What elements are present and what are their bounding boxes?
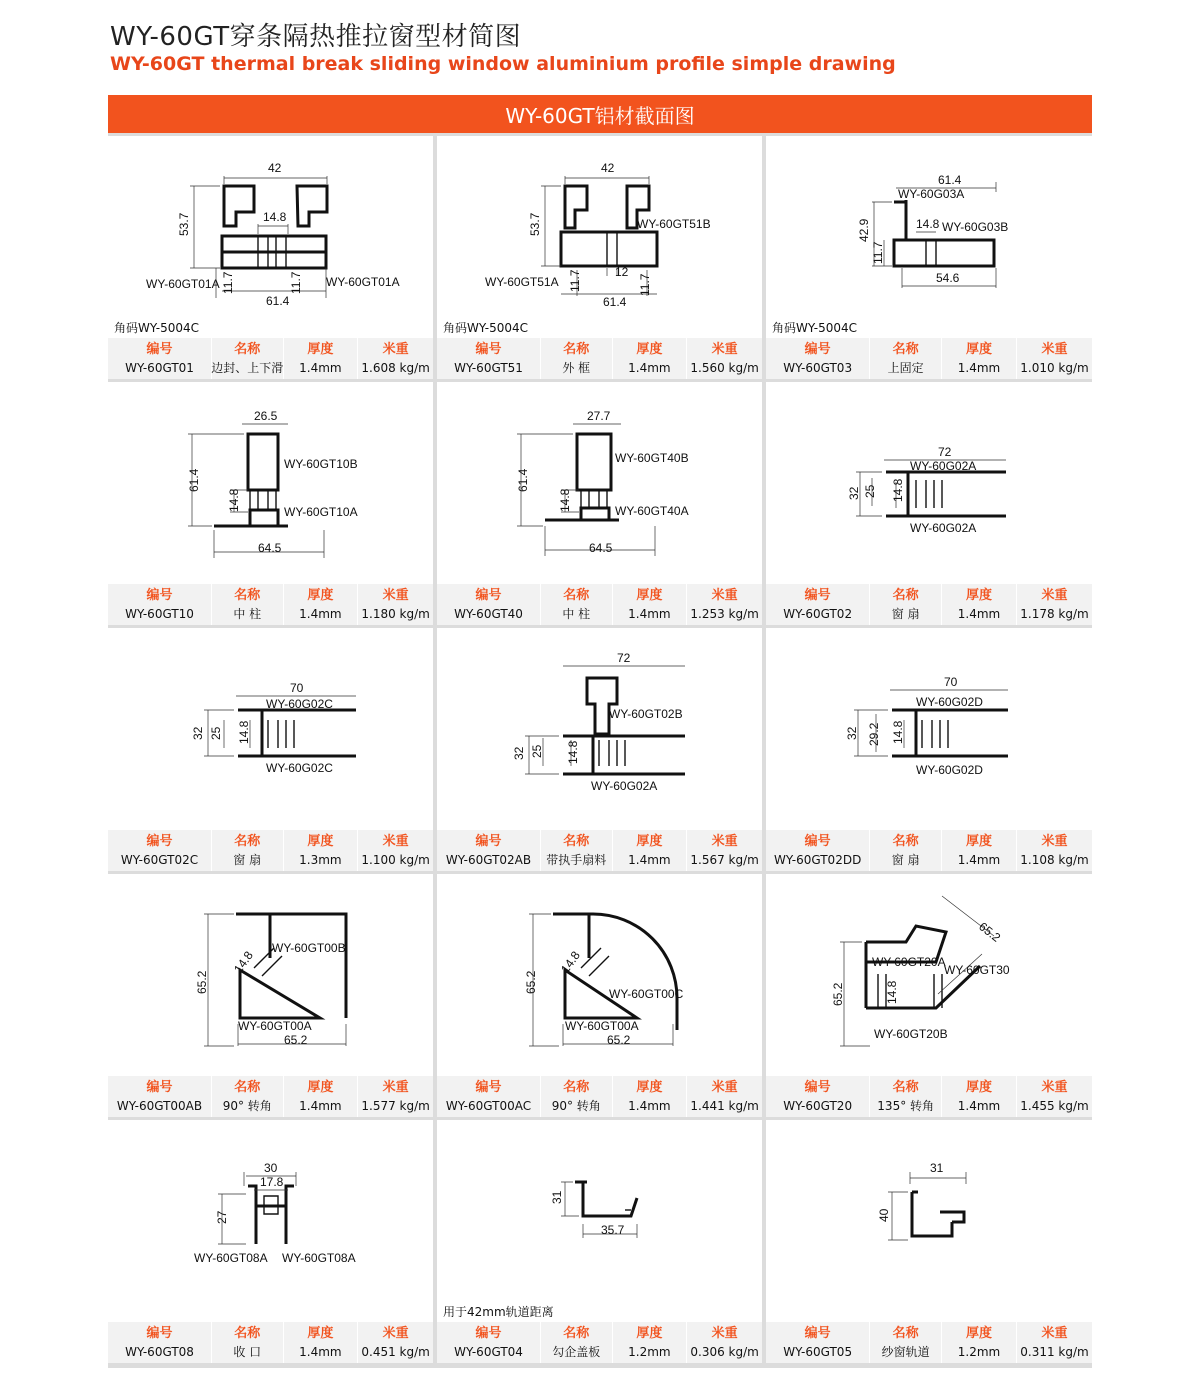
- dim-label: 65.2: [195, 970, 209, 994]
- profile-card: [108, 136, 433, 379]
- spec-thickness: 1.4mm: [628, 1098, 671, 1113]
- spec-name: 勾企盖板: [552, 1344, 601, 1359]
- spec-label-code: 编号: [475, 833, 502, 849]
- page-title: WY-60GT穿条隔热推拉窗型材简图: [110, 22, 522, 52]
- dim-label: 65.2: [524, 970, 538, 994]
- dim-label: 11.7: [871, 241, 885, 264]
- dim-label: 30: [264, 1161, 278, 1175]
- spec-thickness: 1.4mm: [628, 360, 671, 375]
- spec-label-weight: 米重: [382, 587, 409, 603]
- spec-label-thickness: 厚度: [636, 833, 663, 849]
- dim-label: 32: [847, 486, 861, 500]
- spec-label-code: 编号: [146, 1325, 173, 1341]
- cell-note: 用于42mm轨道距离: [443, 1305, 554, 1319]
- spec-label-name: 名称: [234, 341, 261, 357]
- part-label: WY-60GT51B: [637, 217, 711, 231]
- spec-thickness: 1.2mm: [628, 1344, 671, 1359]
- spec-label-weight: 米重: [711, 1325, 738, 1341]
- spec-thickness: 1.4mm: [299, 1098, 342, 1113]
- spec-table: [437, 1076, 762, 1117]
- profile-card: [766, 136, 1092, 379]
- spec-label-code: 编号: [804, 1079, 831, 1095]
- spec-weight: 1.455 kg/m: [1020, 1098, 1089, 1113]
- spec-name: 中 柱: [562, 606, 591, 621]
- spec-code: WY-60GT51: [454, 360, 523, 375]
- spec-name: 90° 转角: [551, 1098, 601, 1113]
- spec-label-thickness: 厚度: [636, 587, 663, 603]
- spec-name: 收 口: [233, 1344, 262, 1359]
- profile-drawing: [108, 382, 433, 582]
- part-label: WY-60GT30: [944, 963, 1010, 977]
- part-label: WY-60GT20A: [872, 955, 946, 969]
- spec-table: [108, 584, 433, 625]
- part-label: WY-60GT08A: [194, 1251, 268, 1265]
- dim-label: 14.8: [237, 720, 251, 744]
- spec-label-weight: 米重: [711, 1079, 738, 1095]
- dim-label: 70: [290, 681, 304, 695]
- spec-label-code: 编号: [804, 587, 831, 603]
- profile-drawing: [766, 1120, 1092, 1320]
- section-banner: WY-60GT铝材截面图: [108, 95, 1092, 133]
- profile-card: [108, 628, 433, 871]
- spec-label-weight: 米重: [382, 341, 409, 357]
- spec-table: [108, 1076, 433, 1117]
- dim-label: 65.2: [831, 982, 845, 1006]
- spec-label-weight: 米重: [1041, 833, 1068, 849]
- dim-label: 32: [845, 726, 859, 740]
- spec-label-thickness: 厚度: [307, 833, 334, 849]
- dim-label: 65.2: [976, 919, 1004, 945]
- part-label: WY-60GT40B: [615, 451, 689, 465]
- spec-label-thickness: 厚度: [307, 341, 334, 357]
- spec-label-thickness: 厚度: [966, 341, 993, 357]
- profile-card: [766, 382, 1092, 625]
- dim-label: 61.4: [516, 468, 530, 492]
- dim-label: 72: [938, 445, 952, 459]
- spec-code: WY-60GT40: [454, 606, 523, 621]
- spec-label-thickness: 厚度: [966, 833, 993, 849]
- cell-note: 角码WY-5004C: [772, 321, 858, 335]
- profile-drawing: [437, 1120, 762, 1320]
- dim-label: 14.8: [558, 488, 572, 512]
- spec-table: [437, 1322, 762, 1363]
- spec-code: WY-60GT05: [783, 1344, 853, 1359]
- profile-drawing: [437, 382, 762, 582]
- spec-label-thickness: 厚度: [966, 1325, 993, 1341]
- part-label: WY-60GT02B: [609, 707, 683, 721]
- dim-label: 14.8: [891, 720, 905, 744]
- dim-label: 14.8: [227, 488, 241, 512]
- spec-label-name: 名称: [563, 833, 590, 849]
- profile-drawing: [766, 628, 1092, 828]
- dim-label: 14.8: [566, 740, 580, 764]
- spec-thickness: 1.4mm: [957, 360, 1001, 375]
- spec-label-thickness: 厚度: [636, 1325, 663, 1341]
- dim-label: 17.8: [260, 1175, 284, 1189]
- part-label: WY-60G02D: [916, 695, 983, 709]
- part-label: WY-60GT01A: [146, 277, 220, 291]
- spec-code: WY-60GT02C: [120, 852, 199, 867]
- spec-table: [108, 338, 433, 379]
- spec-table: [108, 1322, 433, 1363]
- spec-label-name: 名称: [234, 587, 261, 603]
- dim-label: 53.7: [528, 212, 542, 236]
- spec-thickness: 1.4mm: [299, 1344, 342, 1359]
- cell-note: 角码WY-5004C: [443, 321, 529, 335]
- cell-note: 角码WY-5004C: [114, 321, 200, 335]
- profile-grid: [108, 133, 1092, 1368]
- spec-table: [766, 1322, 1092, 1363]
- spec-label-weight: 米重: [1041, 587, 1068, 603]
- dim-label: 14.8: [916, 217, 940, 231]
- profile-card: [108, 382, 433, 625]
- spec-label-name: 名称: [234, 833, 261, 849]
- profile-drawing: [766, 874, 1092, 1074]
- spec-weight: 1.608 kg/m: [361, 360, 430, 375]
- spec-label-code: 编号: [146, 833, 173, 849]
- dim-label: 42: [268, 161, 282, 175]
- spec-label-code: 编号: [475, 341, 502, 357]
- spec-name: 窗 扇: [891, 852, 920, 867]
- spec-label-name: 名称: [563, 1079, 590, 1095]
- spec-weight: 1.180 kg/m: [361, 606, 430, 621]
- spec-label-code: 编号: [475, 587, 502, 603]
- spec-label-weight: 米重: [1041, 1325, 1068, 1341]
- spec-thickness: 1.4mm: [299, 606, 342, 621]
- dim-label: 65.2: [607, 1033, 631, 1047]
- profile-card: [108, 1120, 433, 1363]
- spec-label-thickness: 厚度: [307, 587, 334, 603]
- spec-code: WY-60GT00AB: [116, 1098, 203, 1113]
- spec-code: WY-60GT08: [125, 1344, 194, 1359]
- spec-weight: 0.311 kg/m: [1020, 1344, 1089, 1359]
- spec-label-thickness: 厚度: [966, 1079, 993, 1095]
- spec-label-weight: 米重: [711, 833, 738, 849]
- dim-label: 25: [863, 484, 877, 498]
- profile-drawing: [108, 1120, 433, 1320]
- part-label: WY-60GT01A: [326, 275, 400, 289]
- part-label: WY-60G02A: [910, 521, 977, 535]
- part-label: WY-60G02D: [916, 763, 983, 777]
- part-label: WY-60G02A: [910, 459, 977, 473]
- spec-table: [437, 338, 762, 379]
- dim-label: 11.7: [568, 269, 582, 292]
- profile-drawing: [437, 874, 762, 1074]
- spec-thickness: 1.2mm: [957, 1344, 1001, 1359]
- spec-thickness: 1.4mm: [299, 360, 342, 375]
- dim-label: 61.4: [266, 294, 290, 308]
- spec-thickness: 1.4mm: [957, 1098, 1001, 1113]
- profile-card: [108, 874, 433, 1117]
- spec-code: WY-60GT01: [125, 360, 194, 375]
- spec-label-thickness: 厚度: [966, 587, 993, 603]
- dim-label: 25: [209, 726, 223, 740]
- spec-label-code: 编号: [146, 1079, 173, 1095]
- spec-label-name: 名称: [892, 1079, 919, 1095]
- dim-label: 64.5: [589, 541, 613, 555]
- dim-label: 25: [530, 744, 544, 758]
- spec-code: WY-60GT20: [783, 1098, 853, 1113]
- spec-table: [766, 1076, 1092, 1117]
- spec-label-name: 名称: [892, 1325, 919, 1341]
- dim-label: 12: [615, 265, 629, 279]
- dim-label: 14.8: [557, 948, 583, 976]
- profile-card: [766, 628, 1092, 871]
- spec-code: WY-60GT02AB: [445, 852, 532, 867]
- spec-name: 外 框: [562, 360, 591, 375]
- spec-label-thickness: 厚度: [307, 1079, 334, 1095]
- profile-drawing: [108, 628, 433, 828]
- spec-label-name: 名称: [892, 833, 919, 849]
- dim-label: 61.4: [603, 295, 627, 309]
- spec-label-name: 名称: [563, 341, 590, 357]
- spec-code: WY-60GT10: [125, 606, 194, 621]
- spec-label-name: 名称: [892, 341, 919, 357]
- part-label: WY-60GT00B: [272, 941, 346, 955]
- part-label: WY-60GT08A: [282, 1251, 356, 1265]
- part-label: WY-60G02A: [591, 779, 658, 793]
- spec-label-weight: 米重: [711, 587, 738, 603]
- spec-name: 上固定: [887, 360, 924, 375]
- spec-weight: 1.560 kg/m: [690, 360, 759, 375]
- spec-label-code: 编号: [146, 587, 173, 603]
- spec-label-thickness: 厚度: [636, 1079, 663, 1095]
- spec-label-name: 名称: [234, 1079, 261, 1095]
- dim-label: 11.7: [638, 273, 652, 296]
- dim-label: 14.8: [891, 478, 905, 502]
- part-label: WY-60G02C: [266, 697, 333, 711]
- spec-table: [437, 584, 762, 625]
- spec-label-thickness: 厚度: [307, 1325, 334, 1341]
- dim-label: 27: [215, 1210, 229, 1224]
- spec-label-name: 名称: [563, 587, 590, 603]
- spec-label-code: 编号: [146, 341, 173, 357]
- spec-label-name: 名称: [234, 1325, 261, 1341]
- spec-code: WY-60GT02: [783, 606, 853, 621]
- spec-thickness: 1.4mm: [628, 852, 671, 867]
- part-label: WY-60GT00A: [565, 1019, 639, 1033]
- page-subtitle: WY-60GT thermal break sliding window aluminium profile simple drawing: [110, 53, 896, 75]
- dim-label: 40: [877, 1208, 891, 1222]
- spec-label-code: 编号: [804, 341, 831, 357]
- dim-label: 26.5: [254, 409, 278, 423]
- part-label: WY-60G02C: [266, 761, 333, 775]
- spec-label-name: 名称: [563, 1325, 590, 1341]
- part-label: WY-60GT10A: [284, 505, 358, 519]
- spec-label-code: 编号: [804, 833, 831, 849]
- dim-label: 14.8: [263, 210, 287, 224]
- dim-label: 53.7: [177, 212, 191, 236]
- dim-label: 64.5: [258, 541, 282, 555]
- profile-drawing: [437, 136, 762, 336]
- spec-weight: 1.441 kg/m: [690, 1098, 759, 1113]
- dim-label: 35.7: [601, 1223, 625, 1237]
- dim-label: 31: [930, 1161, 944, 1175]
- spec-code: WY-60GT03: [783, 360, 853, 375]
- profile-card: [437, 382, 762, 625]
- part-label: WY-60GT40A: [615, 504, 689, 518]
- spec-table: [108, 830, 433, 871]
- spec-name: 90° 转角: [222, 1098, 272, 1113]
- dim-label: 11.7: [221, 271, 235, 294]
- part-label: WY-60GT51A: [485, 275, 559, 289]
- spec-label-code: 编号: [475, 1079, 502, 1095]
- spec-thickness: 1.3mm: [299, 852, 342, 867]
- dim-label: 61.4: [187, 468, 201, 492]
- profile-card: [437, 874, 762, 1117]
- spec-table: [766, 830, 1092, 871]
- spec-weight: 1.010 kg/m: [1020, 360, 1089, 375]
- spec-table: [766, 338, 1092, 379]
- spec-name: 135° 转角: [877, 1098, 935, 1113]
- spec-label-weight: 米重: [382, 1325, 409, 1341]
- profile-drawing: [766, 382, 1092, 582]
- spec-label-code: 编号: [475, 1325, 502, 1341]
- spec-label-name: 名称: [892, 587, 919, 603]
- dim-label: 14.8: [885, 980, 899, 1004]
- spec-table: [766, 584, 1092, 625]
- dim-label: 42.9: [857, 218, 871, 242]
- profile-card: [437, 136, 762, 379]
- dim-label: 72: [617, 651, 631, 665]
- spec-label-weight: 米重: [382, 1079, 409, 1095]
- spec-thickness: 1.4mm: [957, 606, 1001, 621]
- spec-weight: 1.108 kg/m: [1020, 852, 1089, 867]
- part-label: WY-60GT00C: [609, 987, 684, 1001]
- profile-drawing: [108, 136, 433, 336]
- spec-label-weight: 米重: [1041, 341, 1068, 357]
- spec-weight: 1.178 kg/m: [1020, 606, 1089, 621]
- spec-table: [437, 830, 762, 871]
- profile-drawing: [437, 628, 762, 828]
- spec-code: WY-60GT02DD: [773, 852, 862, 867]
- spec-name: 窗 扇: [891, 606, 920, 621]
- spec-thickness: 1.4mm: [628, 606, 671, 621]
- spec-weight: 1.577 kg/m: [361, 1098, 430, 1113]
- dim-label: 65.2: [284, 1033, 308, 1047]
- dim-label: 61.4: [938, 173, 962, 187]
- dim-label: 54.6: [936, 271, 960, 285]
- spec-label-weight: 米重: [1041, 1079, 1068, 1095]
- spec-thickness: 1.4mm: [957, 852, 1001, 867]
- spec-label-code: 编号: [804, 1325, 831, 1341]
- profile-card: [766, 874, 1092, 1117]
- part-label: WY-60GT20B: [874, 1027, 948, 1041]
- spec-name: 纱窗轨道: [881, 1344, 930, 1359]
- spec-name: 窗 扇: [233, 852, 262, 867]
- spec-weight: 1.567 kg/m: [690, 852, 759, 867]
- dim-label: 70: [944, 675, 958, 689]
- profile-card: [766, 1120, 1092, 1363]
- part-label: WY-60GT10B: [284, 457, 358, 471]
- dim-label: 11.7: [289, 271, 303, 294]
- spec-weight: 1.253 kg/m: [690, 606, 759, 621]
- dim-label: 14.8: [230, 948, 256, 976]
- spec-weight: 0.451 kg/m: [361, 1344, 430, 1359]
- spec-label-weight: 米重: [711, 341, 738, 357]
- spec-code: WY-60GT04: [454, 1344, 523, 1359]
- spec-name: 中 柱: [233, 606, 262, 621]
- spec-name: 边封、上下滑: [211, 360, 284, 375]
- profile-card: [437, 1120, 762, 1363]
- dim-label: 31: [550, 1190, 564, 1204]
- profile-card: [437, 628, 762, 871]
- part-label: WY-60GT00A: [238, 1019, 312, 1033]
- spec-label-weight: 米重: [382, 833, 409, 849]
- spec-weight: 0.306 kg/m: [690, 1344, 759, 1359]
- part-label: WY-60G03B: [942, 220, 1009, 234]
- part-label: WY-60G03A: [898, 187, 965, 201]
- spec-name: 带执手扇料: [546, 852, 607, 867]
- dim-label: 29.2: [867, 722, 881, 746]
- profile-drawing: [108, 874, 433, 1074]
- profile-drawing: [766, 136, 1092, 336]
- dim-label: 32: [512, 746, 526, 760]
- dim-label: 32: [191, 726, 205, 740]
- spec-weight: 1.100 kg/m: [361, 852, 430, 867]
- spec-code: WY-60GT00AC: [445, 1098, 532, 1113]
- spec-label-thickness: 厚度: [636, 341, 663, 357]
- dim-label: 27.7: [587, 409, 611, 423]
- dim-label: 42: [601, 161, 615, 175]
